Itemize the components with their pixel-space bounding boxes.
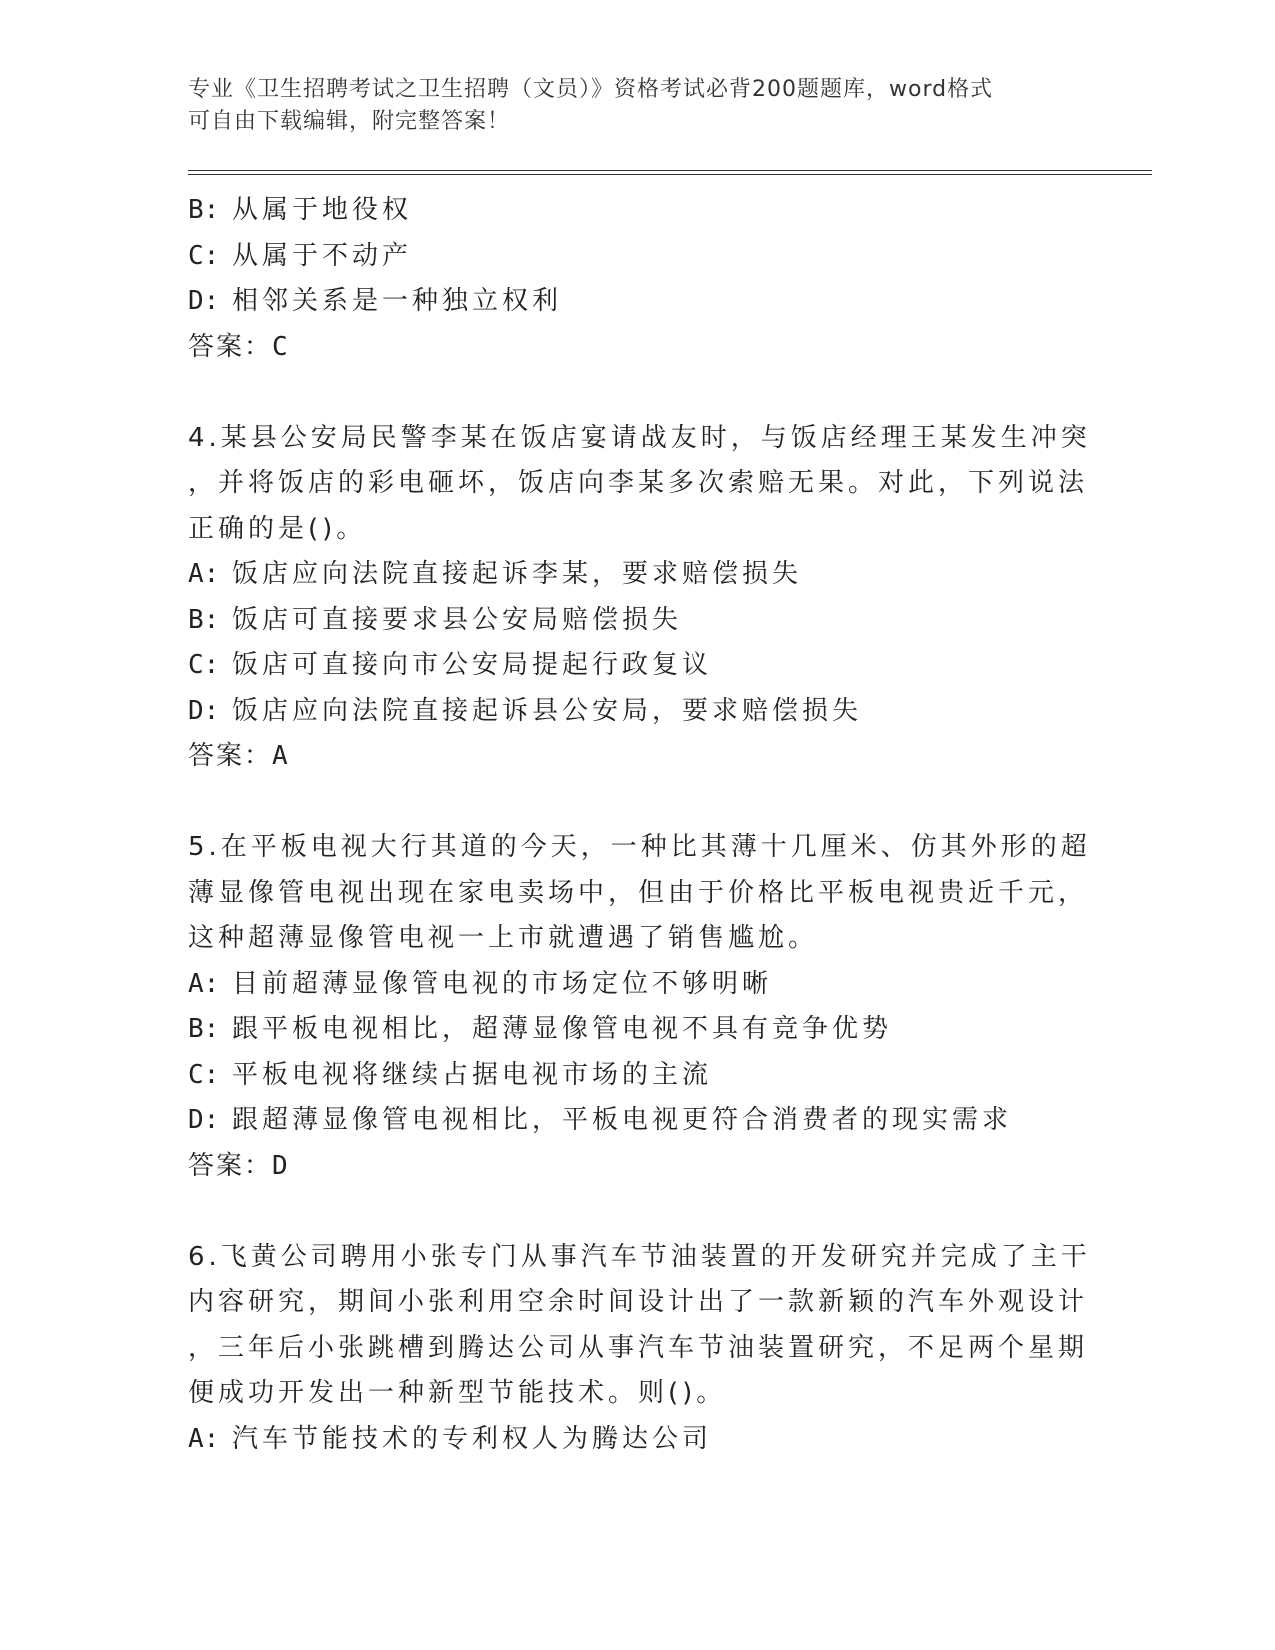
option-b <box>188 188 1088 234</box>
option-key: D: <box>188 695 220 726</box>
option-key: A: <box>188 1423 220 1454</box>
question-6 <box>188 1235 1091 1463</box>
question-stem-line: 6.飞黄公司聘用小张专门从事汽车节油装置的开发研究并完成了主干 <box>188 1241 1091 1272</box>
option-a <box>188 552 1088 598</box>
option-text: 饭店可直接向市公安局提起行政复议 <box>232 650 713 680</box>
question-5 <box>188 825 1091 1189</box>
option-text: 从属于地役权 <box>232 195 413 225</box>
option-text: 平板电视将继续占据电视市场的主流 <box>232 1059 713 1090</box>
option-text: 汽车节能技术的专利权人为腾达公司 <box>232 1423 713 1454</box>
option-key: C: <box>188 240 220 271</box>
question-stem-line: 内容研究，期间小张利用空余时间设计出了一款新颖的汽车外观设计 <box>188 1287 1089 1317</box>
answer-line <box>188 325 1088 371</box>
answer-line <box>188 734 1088 780</box>
option-key: B: <box>188 1014 220 1044</box>
option-a <box>188 1417 1088 1463</box>
option-key: A: <box>188 968 220 999</box>
answer-value: A <box>272 741 289 771</box>
spacer <box>188 780 1088 826</box>
question-stem-line: 这种超薄显像管电视一上市就遭遇了销售尴尬。 <box>188 923 819 953</box>
option-key: D: <box>188 1105 220 1135</box>
answer-label: 答案： <box>188 1150 273 1181</box>
option-c <box>188 1053 1088 1099</box>
option-key: B: <box>188 604 220 635</box>
spacer <box>188 370 1088 416</box>
answer-label: 答案： <box>188 741 273 771</box>
question-4 <box>188 416 1091 780</box>
question-stem-line: ，并将饭店的彩电砸坏，饭店向李某多次索赔无果。对此，下列说法 <box>188 468 1089 498</box>
option-key: A: <box>188 559 220 589</box>
option-text: 跟超薄显像管电视相比，平板电视更符合消费者的现实需求 <box>232 1105 1013 1135</box>
option-text: 相邻关系是一种独立权利 <box>232 286 563 316</box>
spacer <box>188 1189 1088 1235</box>
answer-label: 答案： <box>188 331 273 362</box>
option-d <box>188 1098 1088 1144</box>
answer-line <box>188 1144 1088 1190</box>
option-c <box>188 643 1088 689</box>
question-stem-line: 正确的是()。 <box>188 513 367 544</box>
question-3 <box>188 188 1088 370</box>
option-d <box>188 689 1088 735</box>
option-key: D: <box>188 286 220 316</box>
option-text: 跟平板电视相比，超薄显像管电视不具有竞争优势 <box>232 1014 893 1044</box>
answer-value: D <box>272 1150 289 1181</box>
option-b <box>188 598 1088 644</box>
option-key: C: <box>188 650 220 680</box>
question-stem-line: 4.某县公安局民警李某在饭店宴请战友时，与饭店经理王某发生冲突 <box>188 422 1091 453</box>
option-text: 饭店应向法院直接起诉县公安局，要求赔偿损失 <box>232 695 863 726</box>
header-line-1: 专业《卫生招聘考试之卫生招聘（文员）》资格考试必背200题题库，word格式 <box>188 77 994 102</box>
option-b <box>188 1007 1088 1053</box>
question-stem-line: 便成功开发出一种新型节能技术。则()。 <box>188 1378 727 1408</box>
header-rule-bottom <box>188 174 1152 175</box>
header-line-2: 可自由下载编辑，附完整答案！ <box>188 109 511 134</box>
option-c <box>188 234 1088 280</box>
answer-value: C <box>272 331 289 362</box>
question-list <box>188 188 1091 1462</box>
option-text: 目前超薄显像管电视的市场定位不够明晰 <box>232 968 773 999</box>
option-text: 从属于不动产 <box>232 240 413 271</box>
question-stem-line: ，三年后小张跳槽到腾达公司从事汽车节油装置研究，不足两个星期 <box>188 1332 1089 1363</box>
option-text: 饭店应向法院直接起诉李某，要求赔偿损失 <box>232 559 803 589</box>
option-d <box>188 279 1088 325</box>
question-stem-line: 5.在平板电视大行其道的今天，一种比其薄十几厘米、仿其外形的超 <box>188 832 1091 862</box>
document-header <box>188 74 1068 138</box>
option-a <box>188 962 1088 1008</box>
option-key: B: <box>188 195 220 225</box>
question-stem-line: 薄显像管电视出现在家电卖场中，但由于价格比平板电视贵近千元， <box>188 877 1089 908</box>
option-text: 饭店可直接要求县公安局赔偿损失 <box>232 604 683 635</box>
header-rule-top <box>188 170 1152 171</box>
option-key: C: <box>188 1059 220 1090</box>
